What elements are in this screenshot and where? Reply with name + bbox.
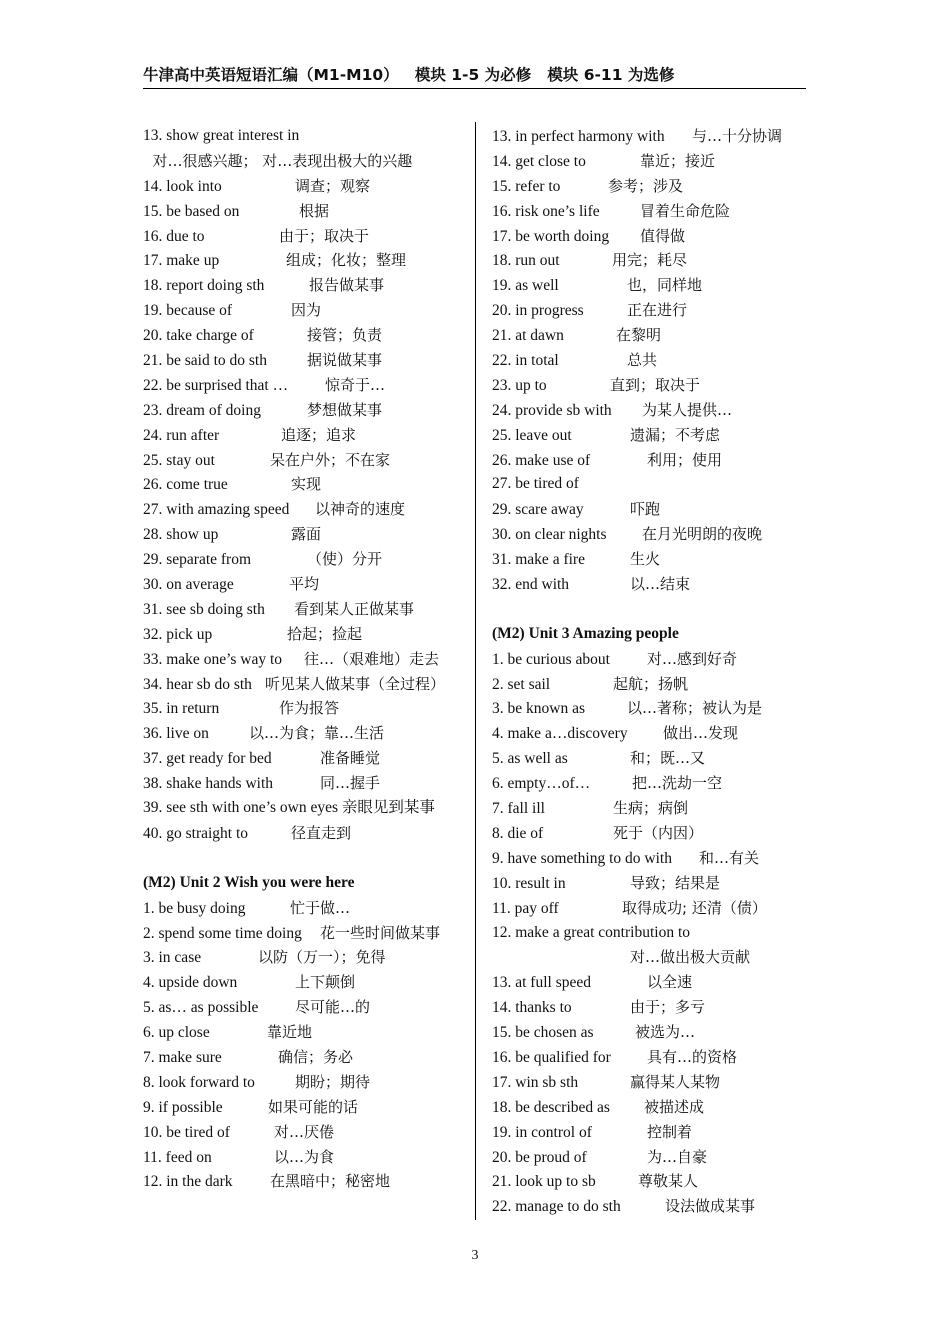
phrase-chinese: 参考；涉及	[608, 176, 684, 195]
phrase-entry	[143, 896, 463, 921]
phrase-english: 29. scare away	[492, 501, 584, 519]
page-header: 牛津高中英语短语汇编（M1-M10） 模块 1-5 为必修 模块 6-11 为选修	[143, 62, 806, 89]
phrase-entry	[143, 174, 463, 199]
phrase-chinese: 因为	[291, 301, 322, 320]
phrase-chinese: 死于（内因）	[613, 823, 704, 842]
phrase-entry	[492, 174, 812, 199]
phrase-entry	[143, 622, 463, 647]
phrase-entry	[143, 373, 463, 398]
phrase-chinese: 遗漏；不考虑	[630, 425, 721, 444]
phrase-chinese: 在月光明朗的夜晚	[642, 525, 763, 544]
phrase-english: 14. look into	[143, 177, 222, 195]
phrase-chinese: 靠近地	[267, 1023, 313, 1042]
phrase-entry	[143, 1169, 463, 1194]
phrase-entry	[143, 448, 463, 473]
phrase-entry	[492, 647, 812, 672]
phrase-english: 37. get ready for bed	[143, 750, 272, 768]
phrase-entry	[492, 1145, 812, 1170]
phrase-entry	[143, 423, 463, 448]
phrase-entry	[143, 945, 463, 970]
phrase-english: 22. manage to do sth	[492, 1198, 621, 1216]
phrase-chinese: 生病；病倒	[613, 799, 689, 818]
phrase-entry	[143, 522, 463, 547]
phrase-english: 6. up close	[143, 1024, 210, 1042]
phrase-entry	[143, 1045, 463, 1070]
phrase-entry	[492, 1045, 812, 1070]
phrase-chinese: 报告做某事	[309, 276, 385, 295]
phrase-chinese: 和；既…又	[630, 749, 706, 768]
phrase-chinese: 确信；务必	[278, 1047, 354, 1066]
phrase-chinese: 由于；取决于	[279, 226, 370, 245]
phrase-chinese: 听见某人做某事（全过程）	[265, 674, 446, 693]
phrase-english: 3. in case	[143, 949, 202, 967]
phrase-english: 19. in control of	[492, 1123, 592, 1141]
phrase-english: 38. shake hands with	[143, 775, 274, 793]
phrase-chinese: 实现	[291, 475, 322, 494]
left-column	[143, 124, 463, 1194]
phrase-english: 1. be curious about	[492, 650, 610, 668]
phrase-english: 25. leave out	[492, 426, 572, 444]
phrase-chinese: 由于；多亏	[630, 998, 706, 1017]
phrase-english: 16. due to	[143, 227, 205, 245]
phrase-meaning-continued: 对…做出极大贡献	[630, 948, 751, 967]
phrase-english: 15. refer to	[492, 177, 561, 195]
phrase-chinese: 把…洗劫一空	[632, 774, 723, 793]
phrase-english: 1. be busy doing	[143, 899, 246, 917]
phrase-chinese: 调查；观察	[295, 176, 371, 195]
section-heading: (M2) Unit 3 Amazing people	[492, 624, 679, 642]
phrase-chinese: 如果可能的话	[268, 1097, 359, 1116]
phrase-english: 24. run after	[143, 426, 220, 444]
phrase-chinese: 据说做某事	[307, 351, 383, 370]
phrase-english: 29. separate from	[143, 551, 252, 569]
phrase-entry	[492, 323, 812, 348]
phrase-chinese: 控制着	[647, 1122, 693, 1141]
phrase-english: 18. run out	[492, 252, 560, 270]
phrase-entry	[492, 1020, 812, 1045]
phrase-chinese: 准备睡觉	[320, 749, 381, 768]
phrase-entry	[143, 248, 463, 273]
phrase-chinese: 总共	[627, 351, 658, 370]
phrase-entry	[143, 273, 463, 298]
right-column	[492, 124, 812, 1219]
phrase-chinese: （使）分开	[307, 550, 383, 569]
phrase-chinese: 以全速	[647, 973, 693, 992]
phrase-english: 19. as well	[492, 277, 559, 295]
phrase-chinese: 也，同样地	[627, 276, 703, 295]
phrase-entry	[492, 746, 812, 771]
phrase-english: 2. spend some time doing	[143, 924, 302, 942]
phrase-english: 8. die of	[492, 824, 544, 842]
phrase-english: 4. upside down	[143, 974, 238, 992]
phrase-entry	[492, 995, 812, 1020]
phrase-english: 24. provide sb with	[492, 401, 612, 419]
phrase-entry	[143, 398, 463, 423]
phrase-english: 14. get close to	[492, 152, 586, 170]
phrase-chinese: 以…为食；靠…生活	[249, 724, 385, 743]
phrase-english: 35. in return	[143, 700, 220, 718]
phrase-entry	[143, 721, 463, 746]
phrase-chinese: 导致；结果是	[630, 873, 721, 892]
phrase-english: 4. make a…discovery	[492, 725, 628, 743]
phrase-entry	[143, 472, 463, 497]
phrase-chinese: 对…厌倦	[274, 1122, 335, 1141]
phrase-chinese: 与…十分协调	[692, 127, 783, 145]
phrase-entry	[492, 522, 812, 547]
phrase-english: 18. be described as	[492, 1098, 610, 1116]
phrase-english: 17. make up	[143, 252, 220, 270]
section-heading: (M2) Unit 2 Wish you were here	[143, 873, 355, 891]
phrase-entry	[143, 547, 463, 572]
phrase-english: 22. in total	[492, 352, 559, 370]
phrase-english: 6. empty…of…	[492, 775, 591, 793]
phrase-english: 36. live on	[143, 725, 209, 743]
phrase-english: 16. risk one’s life	[492, 202, 600, 220]
phrase-english: 10. result in	[492, 874, 566, 892]
phrase-chinese: 作为报答	[279, 699, 340, 718]
phrase-entry	[492, 970, 812, 995]
phrase-entry	[143, 224, 463, 249]
phrase-chinese: 设法做成某事	[665, 1197, 756, 1216]
phrase-english: 3. be known as	[492, 700, 585, 718]
phrase-entry	[492, 472, 812, 497]
phrase-chinese: 做出…发现	[663, 724, 739, 743]
phrase-entry	[492, 124, 812, 149]
phrase-entry	[492, 721, 812, 746]
phrase-english: 13. in perfect harmony with	[492, 128, 665, 145]
phrase-chinese: 上下颠倒	[295, 973, 356, 992]
phrase-english: 26. make use of	[492, 451, 591, 469]
phrase-chinese: 以…著称；被认为是	[627, 699, 763, 718]
phrase-english: 2. set sail	[492, 675, 551, 693]
phrase-meaning-continued: 对…很感兴趣； 对…表现出极大的兴趣	[143, 151, 413, 170]
phrase-chinese: 尊敬某人	[638, 1172, 699, 1191]
phrase-english: 27. be tired of	[492, 475, 579, 493]
phrase-english: 40. go straight to	[143, 824, 249, 842]
phrase-english: 5. as well as	[492, 750, 568, 768]
phrase-entry	[143, 597, 463, 622]
blank-line	[492, 597, 812, 622]
phrase-entry	[492, 298, 812, 323]
phrase-chinese: 直到；取决于	[610, 375, 701, 394]
phrase-english: 23. up to	[492, 376, 547, 394]
phrase-english: 15. be based on	[143, 202, 240, 220]
phrase-english: 21. look up to sb	[492, 1173, 596, 1191]
page-number: 3	[471, 1248, 479, 1263]
phrase-chinese: 为…自豪	[647, 1147, 708, 1166]
phrase-english: 32. pick up	[143, 625, 213, 643]
phrase-english: 22. be surprised that …	[143, 376, 289, 394]
phrase-english: 20. take charge of	[143, 327, 254, 345]
phrase-entry	[492, 1070, 812, 1095]
phrase-entry	[492, 1095, 812, 1120]
phrase-entry	[492, 1194, 812, 1219]
phrase-chinese: 追逐；追求	[281, 425, 357, 444]
phrase-chinese: 生火	[630, 550, 661, 569]
phrase-entry	[143, 647, 463, 672]
phrase-english: 7. make sure	[143, 1048, 222, 1066]
phrase-english: 9. have something to do with	[492, 849, 672, 867]
phrase-english: 5. as… as possible	[143, 999, 259, 1017]
phrase-english: 28. show up	[143, 526, 219, 544]
phrase-english: 20. in progress	[492, 302, 584, 320]
phrase-entry	[492, 1169, 812, 1194]
phrase-english: 12. make a great contribution to	[492, 923, 690, 941]
phrase-entry	[143, 348, 463, 373]
phrase-english: 19. because of	[143, 302, 233, 320]
phrase-chinese: 梦想做某事	[307, 400, 383, 419]
phrase-english: 11. pay off	[492, 899, 559, 917]
phrase-english: 8. look forward to	[143, 1073, 255, 1091]
phrase-chinese: 用完；耗尽	[612, 251, 688, 270]
phrase-entry	[492, 921, 812, 946]
phrase-english: 34. hear sb do sth	[143, 675, 252, 693]
phrase-entry	[492, 547, 812, 572]
phrase-english: 7. fall ill	[492, 800, 545, 818]
phrase-english: 21. at dawn	[492, 327, 564, 345]
phrase-english: 27. with amazing speed	[143, 501, 290, 519]
phrase-chinese: 往…（艰难地）走去	[304, 649, 440, 668]
phrase-entry	[143, 497, 463, 522]
phrase-entry	[492, 572, 812, 597]
phrase-chinese: 正在进行	[627, 301, 688, 320]
phrase-entry	[143, 124, 463, 149]
phrase-entry	[492, 497, 812, 522]
blank-line	[143, 846, 463, 871]
phrase-entry	[143, 323, 463, 348]
phrase-entry	[492, 373, 812, 398]
phrase-chinese: 靠近；接近	[640, 151, 716, 170]
phrase-entry	[143, 1095, 463, 1120]
phrase-english: 13. at full speed	[492, 974, 592, 992]
phrase-entry	[143, 298, 463, 323]
phrase-english: 17. win sb sth	[492, 1073, 579, 1091]
phrase-chinese: 取得成功; 还清（债）	[622, 898, 767, 917]
phrase-entry	[492, 771, 812, 796]
phrase-chinese: 根据	[299, 201, 330, 220]
phrase-entry	[492, 796, 812, 821]
phrase-chinese: 在黎明	[616, 326, 662, 345]
phrase-chinese: 花一些时间做某事	[320, 923, 441, 942]
phrase-entry	[143, 1120, 463, 1145]
phrase-chinese: 尽可能…的	[295, 998, 371, 1017]
phrase-english: 16. be qualified for	[492, 1048, 611, 1066]
phrase-entry	[492, 423, 812, 448]
phrase-chinese: 为某人提供…	[642, 400, 733, 419]
phrase-english: 18. report doing sth	[143, 277, 265, 295]
phrase-entry	[492, 696, 812, 721]
phrase-entry	[492, 149, 812, 174]
phrase-chinese: 被选为…	[635, 1023, 696, 1042]
phrase-entry	[492, 248, 812, 273]
phrase-chinese: 和…有关	[699, 848, 760, 867]
phrase-english: 30. on clear nights	[492, 526, 607, 544]
phrase-chinese: 惊奇于…	[325, 375, 386, 394]
phrase-entry	[492, 398, 812, 423]
phrase-english: 31. make a fire	[492, 551, 585, 569]
phrase-chinese: 呆在户外；不在家	[270, 450, 391, 469]
phrase-entry	[143, 696, 463, 721]
phrase-chinese: 起航；扬帆	[613, 674, 689, 693]
phrase-entry	[143, 199, 463, 224]
phrase-entry	[143, 1070, 463, 1095]
phrase-chinese: 在黑暗中；秘密地	[270, 1172, 391, 1191]
phrase-entry	[143, 572, 463, 597]
phrase-english: 21. be said to do sth	[143, 352, 267, 370]
phrase-chinese: 同…握手	[320, 774, 381, 793]
phrase-entry	[492, 672, 812, 697]
phrase-entry	[143, 995, 463, 1020]
phrase-entry	[492, 199, 812, 224]
phrase-english: 26. come true	[143, 476, 228, 494]
phrase-chinese: 冒着生命危险	[640, 201, 731, 220]
phrase-english: 9. if possible	[143, 1098, 223, 1116]
phrase-chinese: 期盼；期待	[295, 1072, 371, 1091]
phrase-chinese: 以…结束	[630, 575, 691, 594]
phrase-chinese: 具有…的资格	[647, 1047, 738, 1066]
phrase-chinese: 赢得某人某物	[630, 1072, 721, 1091]
phrase-english: 32. end with	[492, 576, 570, 594]
phrase-entry	[492, 273, 812, 298]
phrase-english: 17. be worth doing	[492, 227, 610, 245]
phrase-entry	[492, 896, 812, 921]
phrase-english: 12. in the dark	[143, 1173, 233, 1191]
phrase-english: 13. show great interest in	[143, 127, 300, 144]
phrase-entry	[143, 921, 463, 946]
phrase-english: 23. dream of doing	[143, 401, 261, 419]
phrase-chinese: 以防（万一）；免得	[258, 948, 386, 967]
phrase-entry	[143, 746, 463, 771]
phrase-entry	[492, 871, 812, 896]
phrase-english: 11. feed on	[143, 1148, 212, 1166]
phrase-english: 33. make one’s way to	[143, 650, 283, 668]
phrase-chinese: 对…感到好奇	[647, 649, 738, 668]
phrase-english: 14. thanks to	[492, 999, 572, 1017]
phrase-chinese: 忙于做…	[290, 898, 351, 917]
phrase-chinese: 平均	[289, 575, 320, 594]
phrase-english: 15. be chosen as	[492, 1024, 594, 1042]
phrase-entry	[143, 1145, 463, 1170]
phrase-chinese: 以神奇的速度	[315, 500, 406, 519]
phrase-chinese: 拾起；捡起	[287, 624, 363, 643]
phrase-entry	[492, 348, 812, 373]
phrase-entry	[492, 448, 812, 473]
phrase-entry	[492, 821, 812, 846]
phrase-english: 30. on average	[143, 576, 234, 594]
phrase-chinese: 看到某人正做某事	[294, 599, 415, 618]
phrase-entry	[143, 821, 463, 846]
phrase-chinese: 径直走到	[291, 823, 352, 842]
phrase-english: 25. stay out	[143, 451, 215, 469]
phrase-chinese: 接管；负责	[307, 326, 383, 345]
phrase-entry	[143, 970, 463, 995]
phrase-english: 31. see sb doing sth	[143, 600, 265, 618]
phrase-chinese: 利用；使用	[647, 450, 723, 469]
phrase-chinese: 露面	[291, 525, 322, 544]
phrase-chinese: 吓跑	[630, 500, 661, 519]
phrase-entry	[492, 1120, 812, 1145]
phrase-chinese: 组成；化妆；整理	[286, 251, 407, 270]
phrase-chinese: 以…为食	[274, 1147, 335, 1166]
column-divider	[475, 122, 476, 1220]
phrase-english: 10. be tired of	[143, 1123, 230, 1141]
phrase-entry	[143, 771, 463, 796]
phrase-chinese: 被描述成	[644, 1097, 705, 1116]
phrase-chinese: 值得做	[640, 226, 686, 245]
phrase-entry	[143, 672, 463, 697]
phrase-entry: 39. see sth with one’s own eyes 亲眼见到某事	[143, 799, 435, 817]
phrase-entry	[492, 224, 812, 249]
phrase-entry	[492, 846, 812, 871]
phrase-english: 20. be proud of	[492, 1148, 587, 1166]
phrase-entry	[143, 1020, 463, 1045]
